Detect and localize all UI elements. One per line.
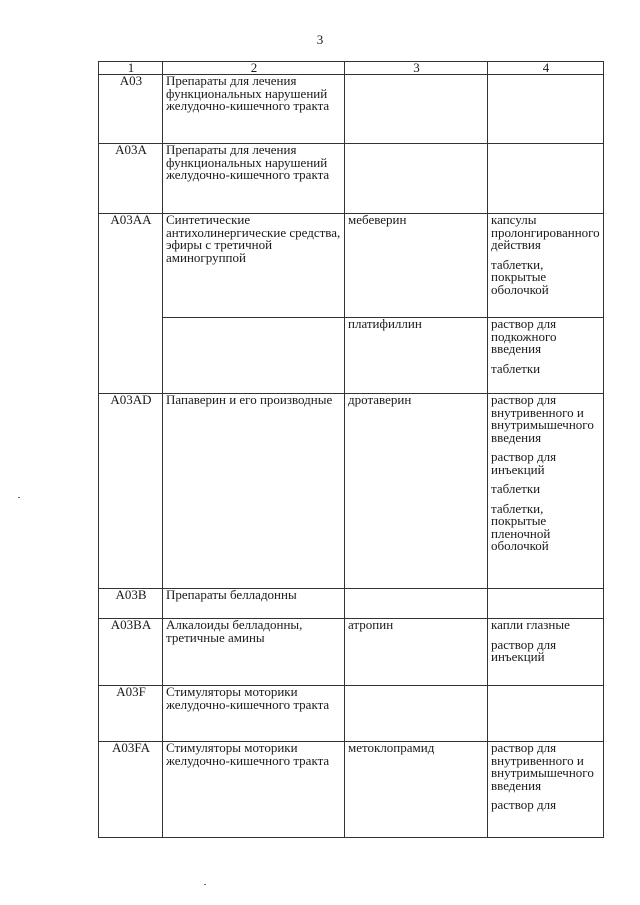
- group-name-cell: Препараты для лечения функциональных нарушений желудочно-кишечного тракта: [163, 144, 345, 214]
- drug-name-cell: платифиллин: [345, 318, 488, 394]
- dosage-forms-cell: [488, 144, 604, 214]
- group-name-cell: Стимуляторы моторики желудочно-кишечного тракта: [163, 742, 345, 838]
- table-row: [99, 75, 604, 144]
- drug-name-cell: [345, 589, 488, 619]
- dosage-form: раствор для инъекций: [491, 449, 557, 477]
- column-header: 4: [488, 62, 604, 75]
- dosage-form: таблетки, покрытые пленочной оболочкой: [491, 500, 551, 553]
- dosage-forms-cell: [488, 214, 604, 318]
- column-header: 3: [345, 62, 488, 75]
- scan-speck: [18, 497, 20, 498]
- table-row: [99, 619, 604, 686]
- dosage-form: раствор для подкожного введения: [491, 316, 557, 356]
- table-row: [99, 394, 604, 589]
- table-row: [99, 589, 604, 619]
- drug-name-cell: [345, 144, 488, 214]
- dosage-form: раствор для: [491, 797, 557, 812]
- drug-name-cell: мебеверин: [345, 214, 488, 318]
- dosage-form: раствор для внутривенного и внутримышечного введения: [491, 740, 594, 793]
- dosage-form: таблетки: [491, 360, 541, 376]
- drug-table: [98, 61, 604, 838]
- drug-name-cell: метоклопрамид: [345, 742, 488, 838]
- atc-code-cell: A03AD: [99, 394, 163, 589]
- drug-name-cell: атропин: [345, 619, 488, 686]
- dosage-forms-cell: [488, 318, 604, 394]
- column-header: 2: [163, 62, 345, 75]
- atc-code-cell: A03F: [99, 686, 163, 742]
- dosage-form: раствор для инъекций: [491, 636, 557, 664]
- atc-code-cell: A03B: [99, 589, 163, 619]
- group-name-cell: Папаверин и его производные: [163, 394, 345, 589]
- group-name-cell: Стимуляторы моторики желудочно-кишечного тракта: [163, 686, 345, 742]
- page-number: 3: [316, 32, 324, 47]
- group-name-cell: Алкалоиды белладонны, третичные амины: [163, 619, 345, 686]
- group-name-cell: Синтетические антихолинергические средства, эфиры с третичной аминогруппой: [163, 214, 345, 318]
- dosage-forms-cell: [488, 619, 604, 686]
- drug-name-cell: [345, 686, 488, 742]
- atc-code-cell: A03BA: [99, 619, 163, 686]
- atc-code-cell: A03: [99, 75, 163, 144]
- dosage-form: таблетки, покрытые оболочкой: [491, 256, 549, 297]
- dosage-forms-cell: [488, 589, 604, 619]
- dosage-form: капли глазные: [491, 617, 570, 632]
- dosage-form: таблетки: [491, 481, 541, 496]
- atc-code-cell: A03AA: [99, 214, 163, 394]
- table-row: [99, 144, 604, 214]
- dosage-forms-cell: [488, 686, 604, 742]
- group-name-cell: [163, 318, 345, 394]
- dosage-form: раствор для внутривенного и внутримышечного введения: [491, 392, 594, 445]
- scan-speck: [204, 884, 206, 885]
- table-row: [99, 686, 604, 742]
- drug-name-cell: дротаверин: [345, 394, 488, 589]
- dosage-forms-cell: [488, 394, 604, 589]
- dosage-forms-cell: [488, 742, 604, 838]
- drug-name-cell: [345, 75, 488, 144]
- table-row: [99, 742, 604, 838]
- column-header: 1: [99, 62, 163, 75]
- group-name-cell: Препараты белладонны: [163, 589, 345, 619]
- table-row: [99, 318, 604, 394]
- table-row: [99, 214, 604, 318]
- atc-code-cell: A03FA: [99, 742, 163, 838]
- group-name-cell: Препараты для лечения функциональных нарушений желудочно-кишечного тракта: [163, 75, 345, 144]
- atc-code-cell: A03A: [99, 144, 163, 214]
- dosage-form: капсулы пролонгированного действия: [491, 212, 600, 252]
- dosage-forms-cell: [488, 75, 604, 144]
